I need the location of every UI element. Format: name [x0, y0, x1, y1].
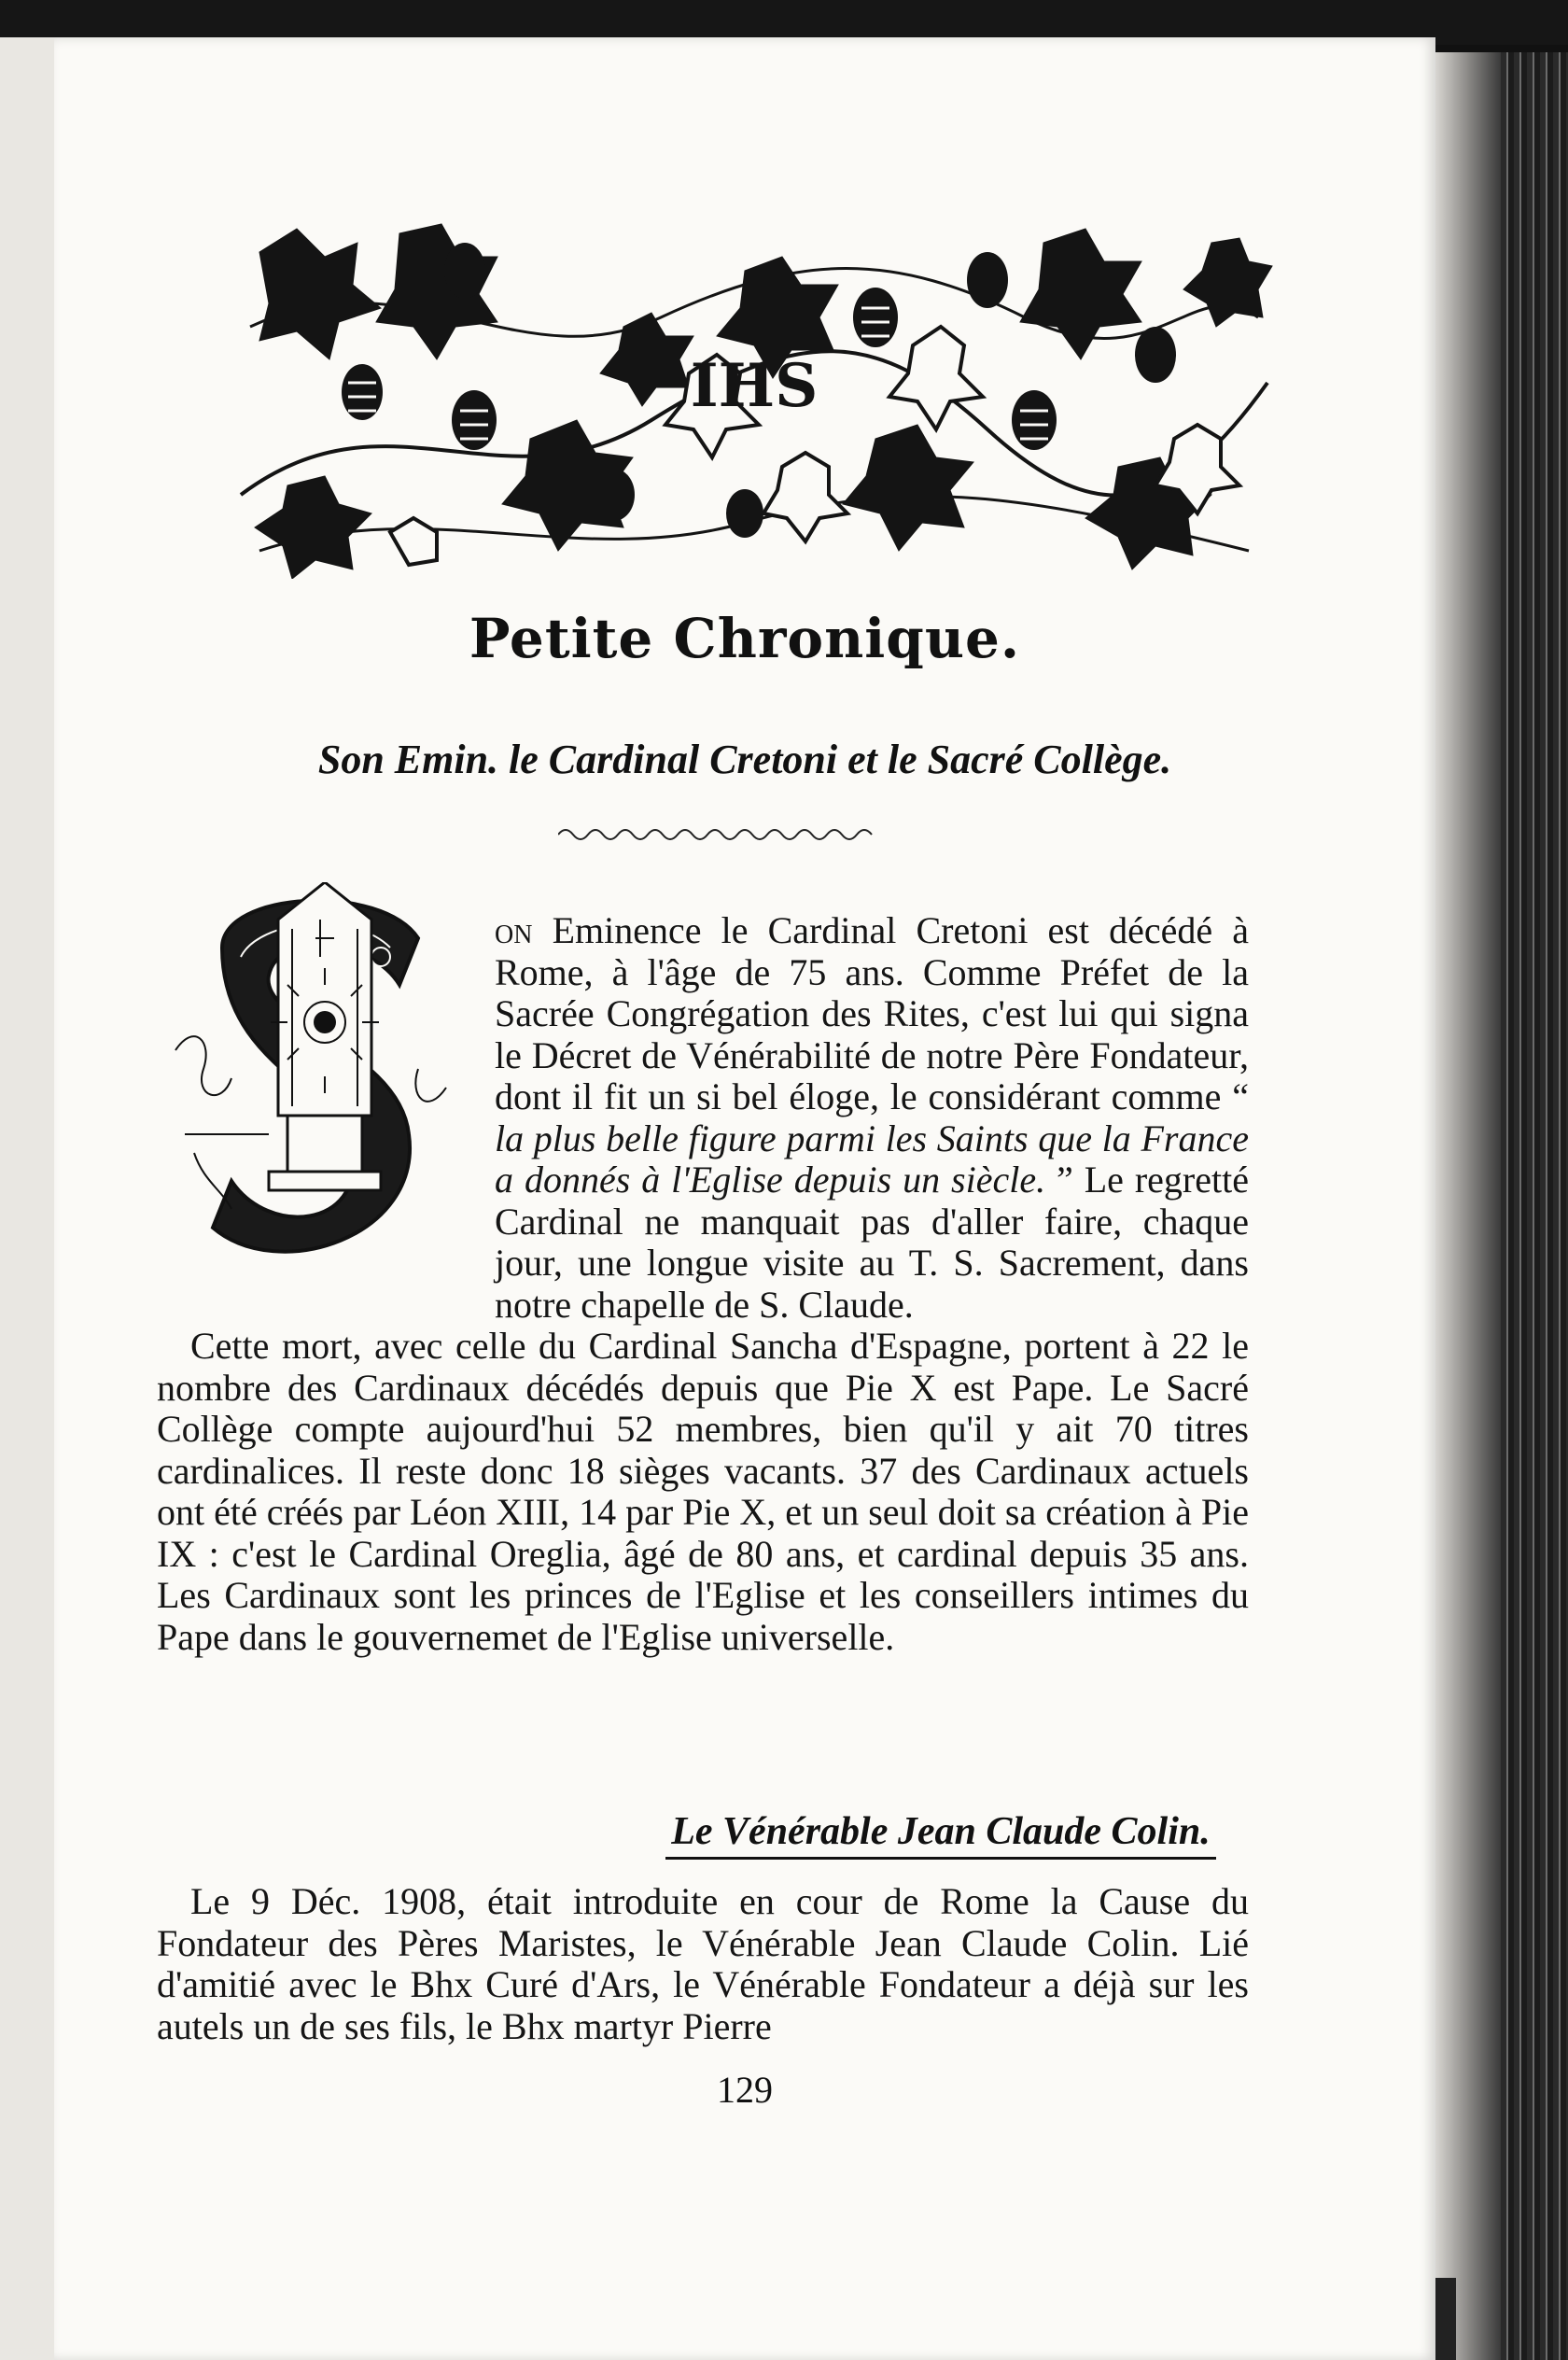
- wavy-divider: [558, 823, 875, 846]
- colin-section: [157, 1881, 1249, 2047]
- intro-text-part-2: ” Le regretté Cardinal ne manquait pas d'aller faire, chaque jour, une longue visite au T. S. Sacrement, dans notre chapelle de S. Claude.: [495, 1159, 1249, 1326]
- colin-paragraph: Le 9 Déc. 1908, était introduite en cour de Rome la Cause du Fondateur des Pères Maristes, le Vénérable Jean Claude Colin. Lié d'amitié avec le Bhx Curé d'Ars, le Vénérable Fondateur a déjà sur les autels un de ses fils, le Bhx martyr Pierre: [157, 1880, 1249, 2047]
- cardinals-paragraph: Cette mort, avec celle du Cardinal Sancha d'Espagne, portent à 22 le nombre des Cardinaux décédés depuis que Pie X est Pape. Le Sacré Collège compte aujourd'hui 52 membres, bien qu'il y ait 70 titres cardinalices. Il reste donc 18 sièges vacants. 37 des Cardinaux actuels ont été créés par Léon XIII, 14 par Pie X, et un seul doit sa création à Pie IX : c'est le Cardinal Oreglia, âgé de 80 ans, et cardinal depuis 35 ans. Les Cardinaux sont les princes de l'Eglise et les conseillers intimes du Pape dans le gouvernemet de l'Eglise universelle.: [157, 1325, 1249, 1658]
- book-page: [54, 37, 1435, 2360]
- dropcap-continuation: on: [495, 909, 533, 951]
- previous-page-edge: [0, 37, 61, 2360]
- book-page-edges: [1435, 52, 1568, 2360]
- dropcap-wrap-space: [157, 910, 495, 1302]
- intro-paragraph-block: [157, 910, 1249, 1658]
- article-title: Petite Chronique.: [469, 607, 1021, 670]
- intro-quotation: la plus belle figure parmi les Saints que la France a donnés à l'Eglise depuis un siècle.: [495, 1117, 1249, 1201]
- ihs-monogram: IHS: [690, 351, 819, 421]
- intro-text-part-1: Eminence le Cardinal Cretoni est décédé à Rome, à l'âge de 75 ans. Comme Préfet de la Sacrée Congrégation des Rites, c'est lui qui signa le Décret de Vénérabilité de notre Père Fondateur, dont il fit un si bel éloge, le considérant comme “: [495, 909, 1249, 1117]
- section-heading-text: Le Vénérable Jean Claude Colin.: [665, 1810, 1216, 1860]
- page-number: 129: [717, 2069, 773, 2111]
- floral-headpiece-ornament: [222, 215, 1286, 579]
- article-subtitle: Son Emin. le Cardinal Cretoni et le Sacré Collège.: [317, 737, 1172, 782]
- section-heading: [54, 1809, 1435, 1854]
